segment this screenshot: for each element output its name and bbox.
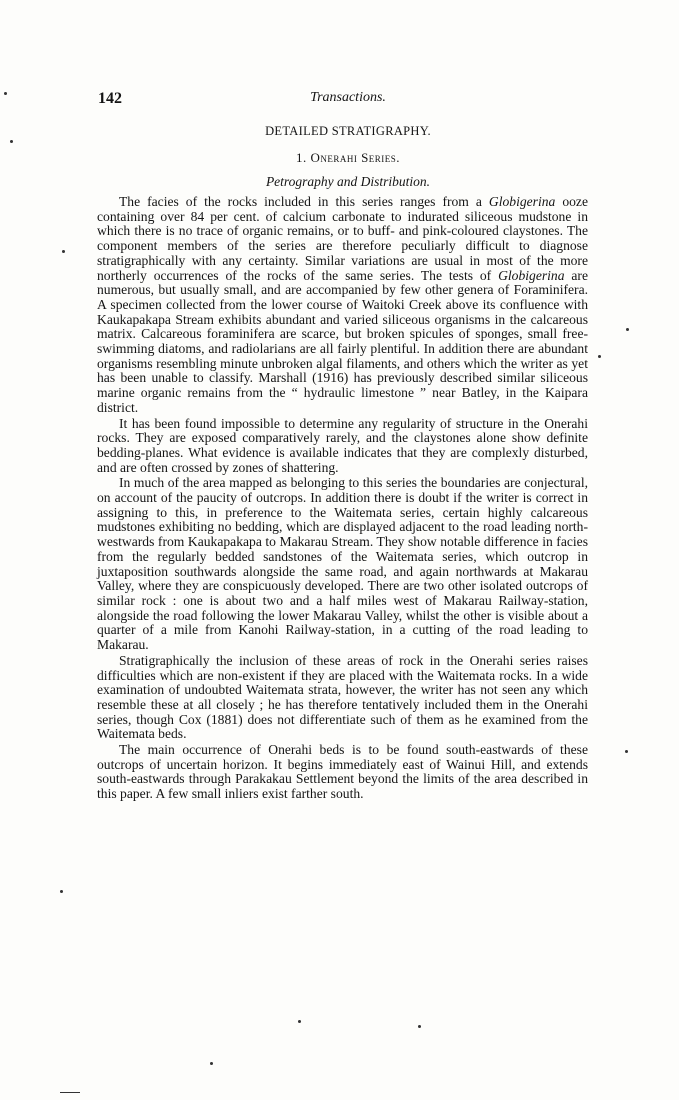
body-text [97,195,588,802]
scan-speck [598,355,601,358]
paragraph-5: The main occurrence of Onerahi beds is to be found south-eastwards of these outcrops of uncertain horizon. It begins immediately east of Wainui Hill, and extends south-eastwards through Parakakau Settlement beyond the limits of the area described in this paper. A few small inliers exist farther south. [97,742,588,802]
subsection-heading: 1. Onerahi Series. [295,150,401,165]
paragraph-3: In much of the area mapped as belonging to this series the boundaries are conjectural, on account of the paucity of outcrops. In addition there is doubt if the writer is correct in assigning to this, in preference to the Waitemata series, certain highly calcareous mudstones exhibiting no bedding, which are displayed adjacent to the road leading north-westwards from Kaukapakapa to Makarau Stream. They show notable difference in facies from the regularly bedded sandstones of the Waitemata series, which outcrop in juxtaposition southwards alongside the same road, and again northwards at Makarau Valley, where they are conspicuously developed. There are two other isolated outcrops of similar rock : one is about two and a half miles west of Makarau Railway-station, alongside the road following the lower Makarau Valley, whilst the other is visible about a quarter of a mile from Kanohi Railway-station, in a cutting of the road leading to Makarau. [97,475,588,653]
running-header [98,90,598,110]
scan-speck [418,1025,421,1028]
scan-speck [210,1062,213,1065]
scan-speck [60,890,63,893]
paragraph-1: The facies of the rocks included in this series ranges from a Globigerina ooze containing over 84 per cent. of calcium carbonate to indurated siliceous mudstone in which there is no trace of organic remains, or to buff- and pink-coloured claystones. The component members of the series are therefore peculiarly difficult to diagnose stratigraphically with any certainty. Similar variations are usual in most of the more northerly occurrences of the rocks of the same series. The tests of Globigerina are numerous, but usually small, and are accompanied by few other genera of Foraminifera. A specimen collected from the lower course of Waitoki Creek above its confluence with Kaukapakapa Stream exhibits abundant and varied siliceous organisms in the calcareous matrix. Calcareous foraminifera are scarce, but broken spicules of sponges, small free-swimming diatoms, and radiolarians are all fairly plentiful. In addition there are abundant organisms resembling minute unbroken algal filaments, and others which the writer as yet has been unable to classify. Marshall (1916) has previously described similar siliceous marine organic remains from the “ hydraulic limestone ” near Batley, in the Kaipara district. [97,194,588,415]
scan-speck [626,328,629,331]
genus-name: Globigerina [498,267,565,283]
scan-speck [298,1020,301,1023]
section-heading: DETAILED STRATIGRAPHY. [265,124,431,138]
scan-speck [62,250,65,253]
genus-name: Globigerina [488,194,556,209]
scan-speck [4,92,7,95]
scan-mark [60,1092,80,1093]
paragraph-2: It has been found impossible to determine any regularity of structure in the Onerahi rocks. They are exposed comparatively rarely, and the claystones alone show definite bedding-planes. What evidence is available indicates that they are complexly disturbed, and are often crossed by zones of shattering. [97,415,588,475]
page-number: 142 [98,90,122,107]
subsubsection-heading: Petrography and Distribution. [265,174,431,189]
paragraph-4: Stratigraphically the inclusion of these areas of rock in the Onerahi series raises difficulties which are non-existent if they are placed with the Waitemata rocks. In a wide examination of undoubted Waitemata strata, however, the writer has not seen any which resemble these at all closely ; he has therefore tentatively included them in the Onerahi series, though Cox (1881) does not differentiate such of them as he examined from the Waitemata beds. [97,652,588,742]
scan-speck [10,140,13,143]
journal-title: Transactions. [310,90,386,105]
scan-speck [625,750,628,753]
